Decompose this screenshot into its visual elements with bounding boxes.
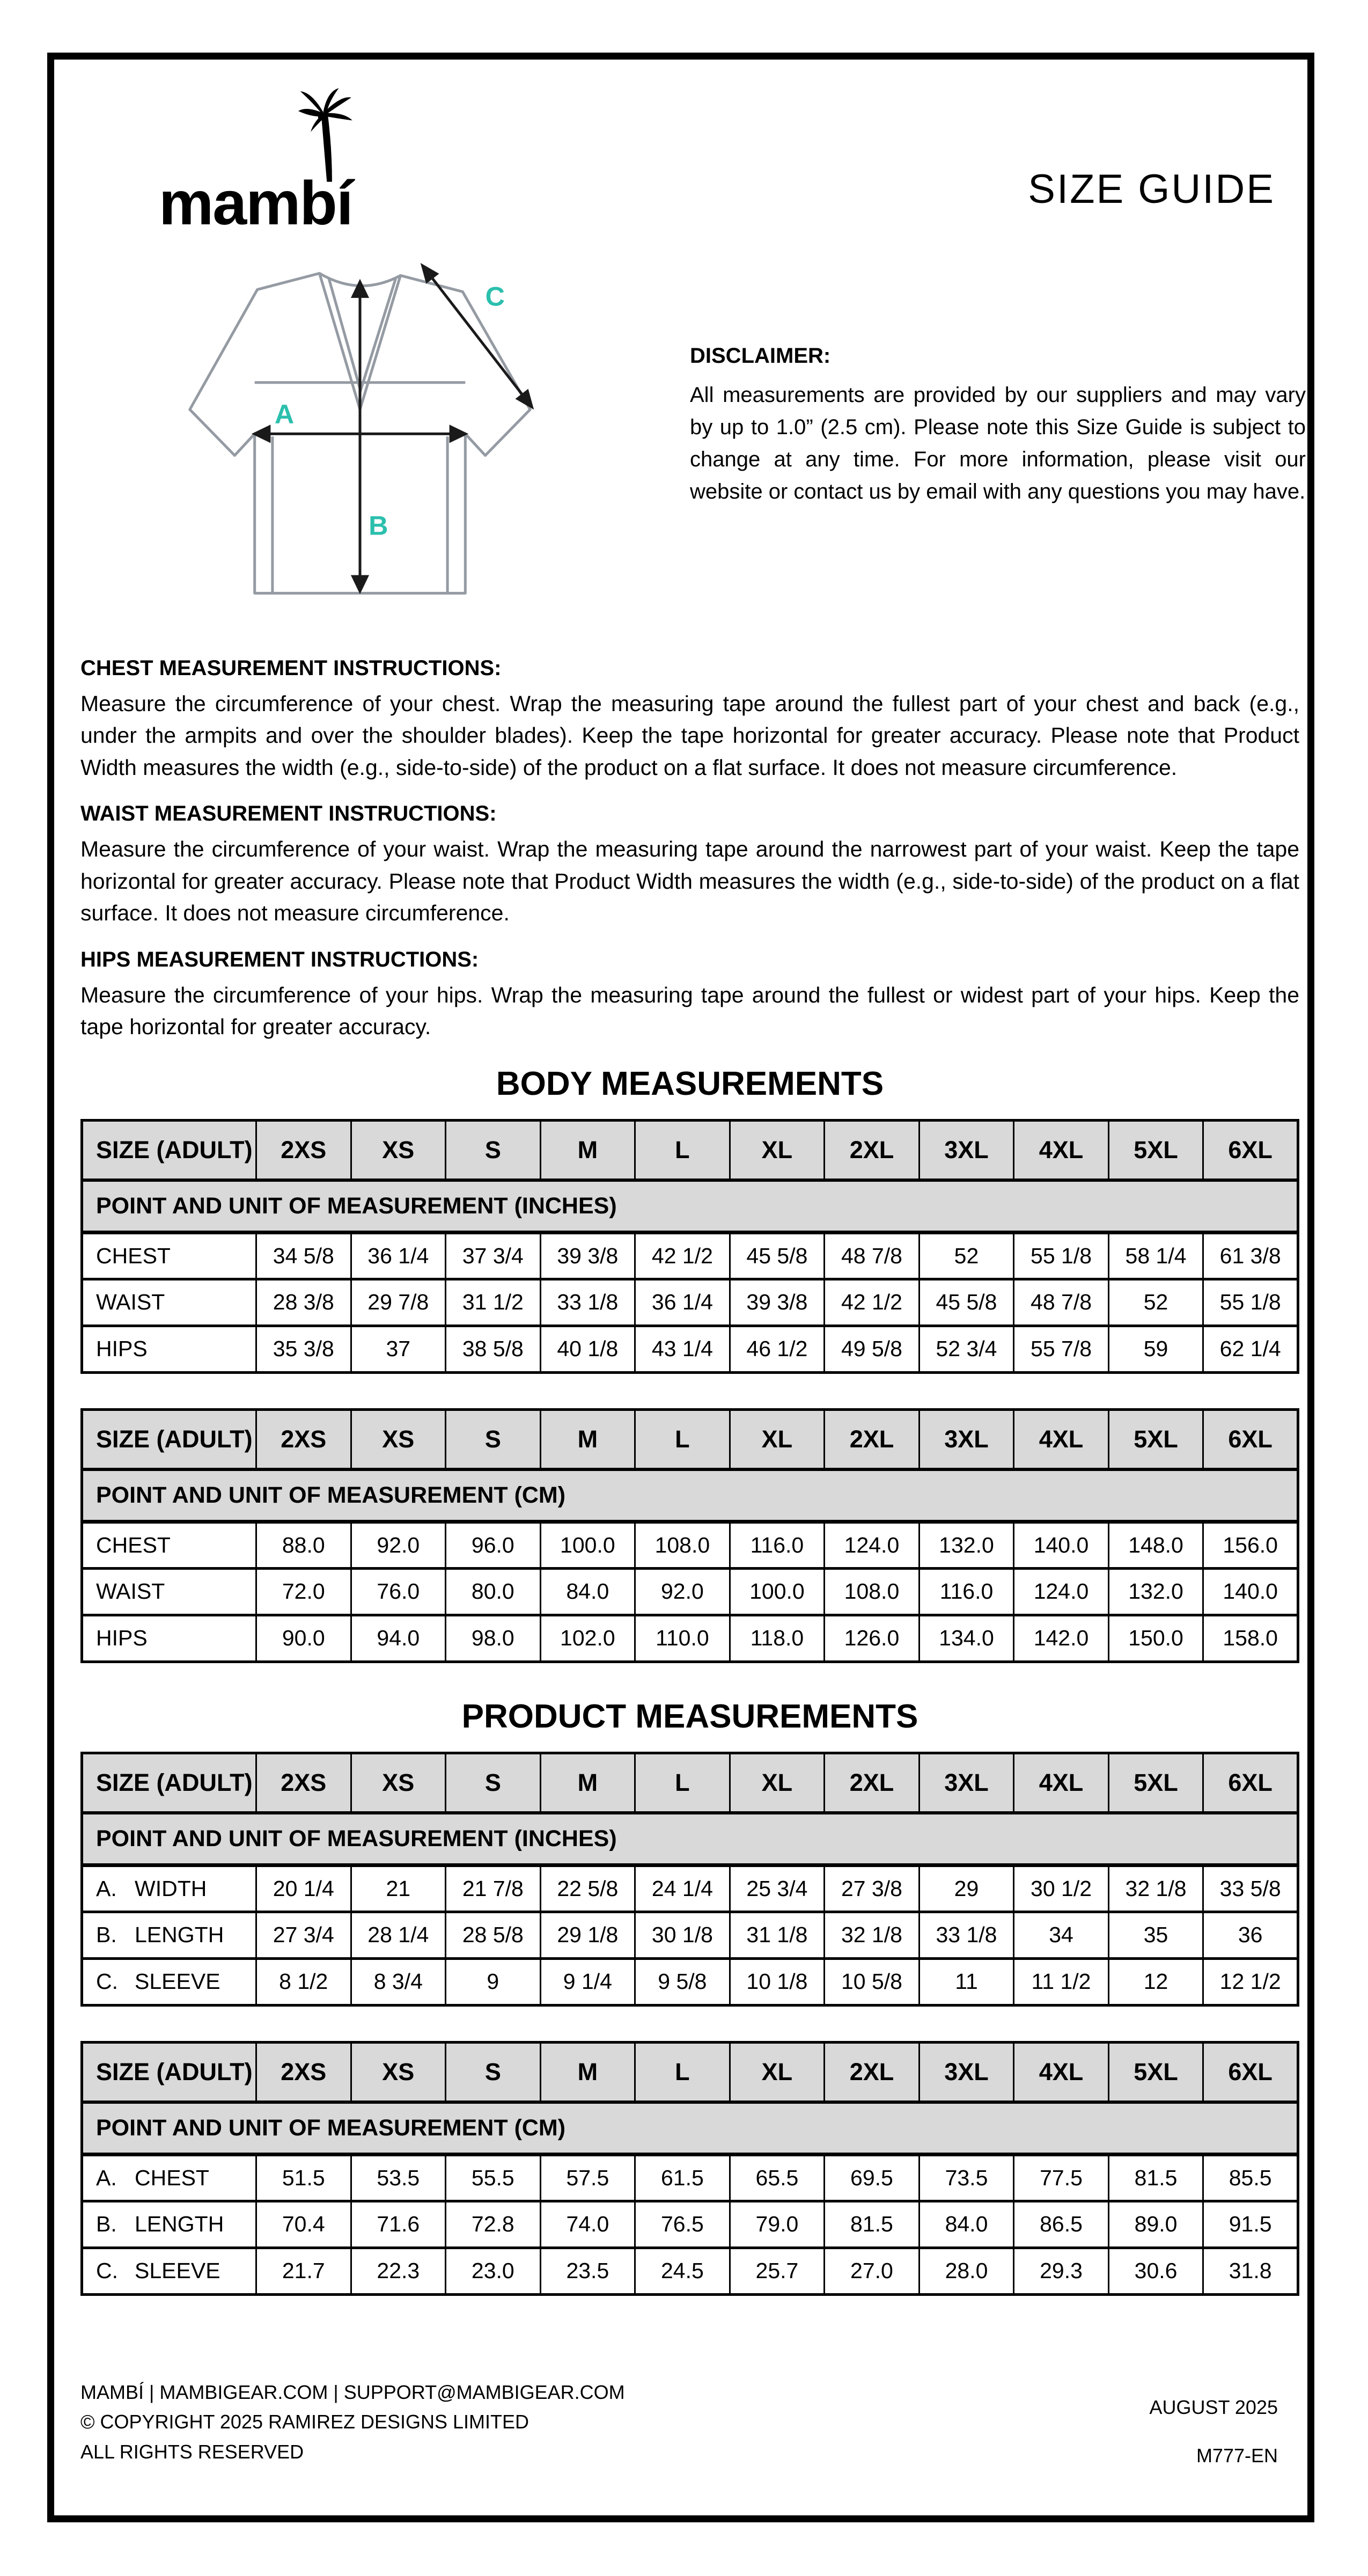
row-label-prefix: A. [96,1876,117,1901]
waist-instructions [80,802,1299,929]
measurement-value: 73.5 [919,2154,1014,2201]
size-header-row [82,1753,1298,1813]
measurement-value: 39 3/8 [730,1279,825,1326]
unit-subheader-row [82,1180,1298,1232]
row-label-text: WIDTH [135,1876,207,1901]
size-header: M [540,1409,635,1469]
measurement-value: 76.0 [351,1568,446,1615]
measurement-value: 11 1/2 [1014,1958,1109,2005]
measurement-value: 20 1/4 [256,1865,351,1912]
measurement-value: 100.0 [540,1521,635,1568]
measurement-value: 27.0 [825,2248,920,2294]
measurement-value: 74.0 [540,2201,635,2248]
footer-doc-code: M777-EN [1196,2445,1278,2467]
size-header: 4XL [1014,1753,1109,1813]
table-row [82,2201,1298,2248]
measurement-value: 29 7/8 [351,1279,446,1326]
measurement-value: 33 5/8 [1203,1865,1298,1912]
length-label: B [369,510,388,541]
size-header: 2XS [256,1753,351,1813]
measurement-value: 108.0 [825,1568,920,1615]
measurement-value: 158.0 [1203,1615,1298,1662]
size-header: 6XL [1203,1753,1298,1813]
table-row [82,1232,1298,1279]
row-label-prefix: C. [96,2258,118,2283]
unit-subheader: POINT AND UNIT OF MEASUREMENT (INCHES) [82,1180,1298,1232]
measurement-value: 9 5/8 [635,1958,730,2005]
row-label [82,1865,256,1912]
size-header: L [635,2042,730,2102]
measurement-value: 90.0 [256,1615,351,1662]
size-header: XL [730,2042,825,2102]
measurement-value: 38 5/8 [446,1326,541,1372]
unit-subheader-row [82,2102,1298,2154]
size-header: L [635,1409,730,1469]
measurement-value: 88.0 [256,1521,351,1568]
row-label-text: CHEST [96,1243,171,1268]
row-label [82,1326,256,1372]
size-header: 4XL [1014,1409,1109,1469]
measurement-value: 10 1/8 [730,1958,825,2005]
measurement-value: 124.0 [1014,1568,1109,1615]
measurement-value: 85.5 [1203,2154,1298,2201]
measurement-value: 134.0 [919,1615,1014,1662]
measurement-value: 42 1/2 [635,1232,730,1279]
unit-subheader: POINT AND UNIT OF MEASUREMENT (CM) [82,1469,1298,1521]
size-header: 5XL [1108,1409,1203,1469]
size-header: 6XL [1203,2042,1298,2102]
table-row [82,1568,1298,1615]
footer-rights: ALL RIGHTS RESERVED [80,2441,304,2463]
size-column-header: SIZE (ADULT) [82,1120,256,1180]
size-header: XL [730,1120,825,1180]
measurement-value: 132.0 [919,1521,1014,1568]
measurement-value: 84.0 [919,2201,1014,2248]
chest-instructions-body: Measure the circumference of your chest. Wrap the measuring tape around the fullest part of your chest and back (e.g., under the armpits and over the shoulder blades). Keep the tape horizontal for greater accuracy. Please note that Product Width measures the width (e.g., side-to-side) of the product on a flat surface. It does not measure circumference. [80,691,1299,780]
size-header: 2XL [825,2042,920,2102]
measurement-value: 32 1/8 [825,1912,920,1958]
size-header: XS [351,2042,446,2102]
measurement-value: 92.0 [351,1521,446,1568]
measurement-table [80,1119,1299,1374]
page-frame [47,53,1314,2522]
size-header: L [635,1120,730,1180]
measurement-value: 58 1/4 [1108,1232,1203,1279]
size-header: XS [351,1409,446,1469]
measurement-value: 30 1/2 [1014,1865,1109,1912]
table-row [82,2248,1298,2294]
measurement-value: 29 1/8 [540,1912,635,1958]
brand-logo [159,86,416,247]
measurement-value: 156.0 [1203,1521,1298,1568]
measurement-value: 30 1/8 [635,1912,730,1958]
measurement-value: 45 5/8 [730,1232,825,1279]
footer-copyright: © COPYRIGHT 2025 RAMIREZ DESIGNS LIMITED [80,2411,529,2433]
measurement-value: 33 1/8 [540,1279,635,1326]
measurement-value: 10 5/8 [825,1958,920,2005]
size-header: 2XS [256,1120,351,1180]
measurement-value: 23.5 [540,2248,635,2294]
measurement-value: 132.0 [1108,1568,1203,1615]
measurement-value: 69.5 [825,2154,920,2201]
measurement-value: 34 5/8 [256,1232,351,1279]
measurement-value: 29.3 [1014,2248,1109,2294]
measurement-value: 92.0 [635,1568,730,1615]
measurement-table [80,2041,1299,2296]
measurement-value: 55 7/8 [1014,1326,1109,1372]
page-title: SIZE GUIDE [1028,166,1275,212]
row-label-text: CHEST [135,2165,209,2190]
row-label [82,1568,256,1615]
measurement-value: 81.5 [1108,2154,1203,2201]
disclaimer-section [690,344,1306,508]
measurement-value: 46 1/2 [730,1326,825,1372]
footer-right [1150,2396,1278,2467]
measurement-value: 22.3 [351,2248,446,2294]
table-row [82,1865,1298,1912]
measurement-value: 8 1/2 [256,1958,351,2005]
measurement-value: 8 3/4 [351,1958,446,2005]
measurement-value: 23.0 [446,2248,541,2294]
measurement-value: 77.5 [1014,2154,1109,2201]
measurement-value: 84.0 [540,1568,635,1615]
unit-subheader: POINT AND UNIT OF MEASUREMENT (INCHES) [82,1813,1298,1865]
size-header: S [446,1753,541,1813]
size-header: 2XS [256,1409,351,1469]
measurement-value: 140.0 [1014,1521,1109,1568]
measurement-value: 57.5 [540,2154,635,2201]
row-label-text: SLEEVE [135,1969,220,1994]
measurement-value: 52 [1108,1279,1203,1326]
measurement-value: 81.5 [825,2201,920,2248]
measurement-value: 31.8 [1203,2248,1298,2294]
size-header: 2XL [825,1409,920,1469]
unit-subheader-row [82,1813,1298,1865]
size-header: 4XL [1014,1120,1109,1180]
disclaimer-body: All measurements are provided by our suppliers and may vary by up to 1.0” (2.5 cm). Please note this Size Guide is subject to change at any time. For more information, please visit our website or contact us by email with any questions you may have. [690,383,1306,503]
measurement-value: 126.0 [825,1615,920,1662]
table-row [82,2154,1298,2201]
size-header: M [540,2042,635,2102]
measurement-value: 22 5/8 [540,1865,635,1912]
measurement-value: 61 3/8 [1203,1232,1298,1279]
product-measurements-table-inches [80,1752,1299,2007]
size-header: M [540,1120,635,1180]
measurement-value: 40 1/8 [540,1326,635,1372]
hips-instructions [80,948,1299,1043]
size-header: XS [351,1120,446,1180]
size-header: S [446,2042,541,2102]
row-label-text: HIPS [96,1336,148,1361]
size-column-header: SIZE (ADULT) [82,2042,256,2102]
row-label-prefix: C. [96,1969,118,1994]
table-row [82,1615,1298,1662]
measurement-value: 29 [919,1865,1014,1912]
brand-wordmark: mambí [159,169,352,238]
measurement-value: 33 1/8 [919,1912,1014,1958]
measurement-value: 59 [1108,1326,1203,1372]
measurement-value: 72.8 [446,2201,541,2248]
measurement-value: 35 3/8 [256,1326,351,1372]
measurement-value: 37 [351,1326,446,1372]
size-header: 2XL [825,1753,920,1813]
measurement-value: 89.0 [1108,2201,1203,2248]
chest-instructions-heading: CHEST MEASUREMENT INSTRUCTIONS: [80,656,502,680]
measurement-value: 48 7/8 [825,1232,920,1279]
table-row [82,1958,1298,2005]
measurement-value: 70.4 [256,2201,351,2248]
size-header: 6XL [1203,1120,1298,1180]
measurement-value: 39 3/8 [540,1232,635,1279]
size-header-row [82,1409,1298,1469]
size-header-row [82,2042,1298,2102]
size-header: 2XL [825,1120,920,1180]
measurement-value: 124.0 [825,1521,920,1568]
measurement-value: 98.0 [446,1615,541,1662]
chest-instructions [80,656,1299,784]
row-label-text: WAIST [96,1290,165,1314]
measurement-value: 55 1/8 [1203,1279,1298,1326]
measurement-value: 118.0 [730,1615,825,1662]
measurement-value: 142.0 [1014,1615,1109,1662]
row-label-prefix: B. [96,1922,117,1947]
unit-subheader-row [82,1469,1298,1521]
size-header-row [82,1120,1298,1180]
row-label-text: SLEEVE [135,2258,220,2283]
measurement-value: 110.0 [635,1615,730,1662]
measurement-value: 21 [351,1865,446,1912]
measurement-value: 52 3/4 [919,1326,1014,1372]
row-label-prefix: A. [96,2165,117,2190]
measurement-value: 94.0 [351,1615,446,1662]
measurement-value: 31 1/2 [446,1279,541,1326]
row-label [82,1615,256,1662]
measurement-value: 49 5/8 [825,1326,920,1372]
measurement-value: 28 3/8 [256,1279,351,1326]
size-header: 3XL [919,1753,1014,1813]
body-measurements-title: BODY MEASUREMENTS [496,1065,884,1102]
measurement-value: 31 1/8 [730,1912,825,1958]
measurement-value: 34 [1014,1912,1109,1958]
size-header: 6XL [1203,1409,1298,1469]
row-label-prefix: B. [96,2212,117,2236]
row-label-text: CHEST [96,1532,171,1557]
size-header: XL [730,1753,825,1813]
measurement-value: 116.0 [919,1568,1014,1615]
measurement-value: 21.7 [256,2248,351,2294]
measurement-value: 72.0 [256,1568,351,1615]
measurement-value: 55 1/8 [1014,1232,1109,1279]
hips-instructions-heading: HIPS MEASUREMENT INSTRUCTIONS: [80,947,479,971]
measurement-value: 36 1/4 [351,1232,446,1279]
size-header: S [446,1409,541,1469]
measurement-value: 42 1/2 [825,1279,920,1326]
row-label [82,1912,256,1958]
size-column-header: SIZE (ADULT) [82,1753,256,1813]
row-label-text: LENGTH [135,2212,224,2236]
measurement-value: 28 5/8 [446,1912,541,1958]
footer-contact: MAMBÍ | MAMBIGEAR.COM | SUPPORT@MAMBIGEAR.COM [80,2381,625,2403]
measurement-value: 100.0 [730,1568,825,1615]
size-header: 3XL [919,1409,1014,1469]
measurement-value: 80.0 [446,1568,541,1615]
size-header: 2XS [256,2042,351,2102]
size-column-header: SIZE (ADULT) [82,1409,256,1469]
table-row [82,1521,1298,1568]
measurement-value: 9 [446,1958,541,2005]
size-header: XS [351,1753,446,1813]
row-label [82,2154,256,2201]
size-header: L [635,1753,730,1813]
measurement-value: 148.0 [1108,1521,1203,1568]
measurement-value: 11 [919,1958,1014,2005]
measurement-value: 28 1/4 [351,1912,446,1958]
row-label [82,1521,256,1568]
measurement-value: 62 1/4 [1203,1326,1298,1372]
product-measurements-title: PRODUCT MEASUREMENTS [461,1697,918,1735]
row-label [82,2201,256,2248]
size-header: 5XL [1108,2042,1203,2102]
measurement-value: 35 [1108,1912,1203,1958]
size-header: 5XL [1108,1120,1203,1180]
measurement-table [80,1408,1299,1663]
measurement-value: 53.5 [351,2154,446,2201]
body-measurements-table-inches [80,1119,1299,1374]
body-measurements-table-cm [80,1408,1299,1663]
measurement-value: 36 1/4 [635,1279,730,1326]
measurement-value: 91.5 [1203,2201,1298,2248]
measurement-value: 21 7/8 [446,1865,541,1912]
measurement-value: 76.5 [635,2201,730,2248]
size-header: M [540,1753,635,1813]
measurement-value: 12 1/2 [1203,1958,1298,2005]
measurement-value: 140.0 [1203,1568,1298,1615]
measurement-value: 28.0 [919,2248,1014,2294]
measurement-value: 12 [1108,1958,1203,2005]
measurement-value: 102.0 [540,1615,635,1662]
measurement-value: 27 3/8 [825,1865,920,1912]
measurement-value: 65.5 [730,2154,825,2201]
footer-left [80,2377,625,2467]
measurement-value: 116.0 [730,1521,825,1568]
measurement-value: 45 5/8 [919,1279,1014,1326]
measurement-value: 150.0 [1108,1615,1203,1662]
measurement-value: 37 3/4 [446,1232,541,1279]
measurement-value: 9 1/4 [540,1958,635,2005]
size-header: 3XL [919,1120,1014,1180]
measurement-value: 27 3/4 [256,1912,351,1958]
width-label: A [274,399,295,430]
measurement-value: 51.5 [256,2154,351,2201]
measurement-table [80,1752,1299,2007]
main-content [80,656,1299,2330]
table-row [82,1912,1298,1958]
measurement-value: 25.7 [730,2248,825,2294]
measurement-value: 43 1/4 [635,1326,730,1372]
measurement-value: 25 3/4 [730,1865,825,1912]
unit-subheader: POINT AND UNIT OF MEASUREMENT (CM) [82,2102,1298,2154]
tshirt-diagram [119,247,601,642]
measurement-value: 52 [919,1232,1014,1279]
measurement-value: 86.5 [1014,2201,1109,2248]
measurement-value: 71.6 [351,2201,446,2248]
measurement-value: 30.6 [1108,2248,1203,2294]
measurement-value: 32 1/8 [1108,1865,1203,1912]
hips-instructions-body: Measure the circumference of your hips. Wrap the measuring tape around the fullest or widest part of your hips. Keep the tape horizontal for greater accuracy. [80,982,1299,1040]
measurement-value: 24 1/4 [635,1865,730,1912]
page-footer [80,2377,1278,2467]
footer-date: AUGUST 2025 [1149,2396,1278,2418]
measurement-value: 96.0 [446,1521,541,1568]
size-header: 4XL [1014,2042,1109,2102]
disclaimer-heading: DISCLAIMER: [690,344,831,368]
measurement-value: 55.5 [446,2154,541,2201]
table-row [82,1279,1298,1326]
measurement-value: 79.0 [730,2201,825,2248]
measurement-value: 36 [1203,1912,1298,1958]
row-label [82,1958,256,2005]
waist-instructions-heading: WAIST MEASUREMENT INSTRUCTIONS: [80,802,497,826]
measurement-value: 61.5 [635,2154,730,2201]
measurement-value: 48 7/8 [1014,1279,1109,1326]
waist-instructions-body: Measure the circumference of your waist. Wrap the measuring tape around the narrowest part of your waist. Keep the tape horizontal for greater accuracy. Please note that Product Width measures the width (e.g., side-to-side) of the product on a flat surface. It does not measure circumference. [80,837,1299,926]
row-label-text: WAIST [96,1579,165,1604]
row-label-text: LENGTH [135,1922,224,1947]
size-header: S [446,1120,541,1180]
size-header: 3XL [919,2042,1014,2102]
size-header: 5XL [1108,1753,1203,1813]
product-measurements-table-cm [80,2041,1299,2296]
size-header: XL [730,1409,825,1469]
measurement-value: 24.5 [635,2248,730,2294]
row-label-text: HIPS [96,1626,148,1650]
measurement-value: 108.0 [635,1521,730,1568]
table-row [82,1326,1298,1372]
row-label [82,2248,256,2294]
sleeve-label: C [485,281,505,312]
row-label [82,1279,256,1326]
row-label [82,1232,256,1279]
